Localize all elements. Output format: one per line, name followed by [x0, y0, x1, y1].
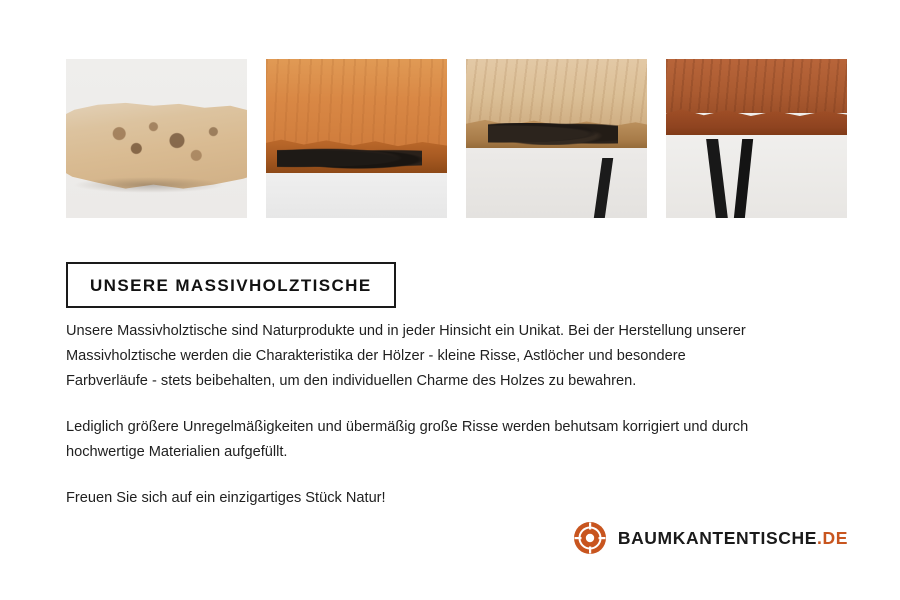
paragraph-1: Unsere Massivholztische sind Naturprodukte und in jeder Hinsicht ein Unikat. Bei der Herstellung unserer Massivholztische werden die Charakteristika der Hölzer - kleine Risse, Astlöcher und besondere Farbverläufe - stets beibehalten, um den individuellen Charme des Holzes zu bewahren. — [66, 323, 746, 389]
gallery-image-4 — [666, 59, 847, 218]
page-title-box — [66, 262, 396, 308]
gallery-image-2 — [266, 59, 447, 218]
knot-holes — [488, 123, 618, 145]
photo-background — [466, 148, 647, 218]
brand-tld: .DE — [817, 527, 848, 548]
body-copy — [66, 319, 771, 511]
paragraph-3: Freuen Sie sich auf ein einzigartiges Stück Natur! — [66, 490, 386, 506]
image-gallery — [66, 59, 847, 218]
photo-shadow — [73, 177, 225, 193]
page-title: UNSERE MASSIVHOLZTISCHE — [90, 276, 372, 295]
paragraph-2: Lediglich größere Unregelmäßigkeiten und übermäßig große Risse werden behutsam korrigiert und durch hochwertige Materialien aufgefüllt. — [66, 419, 749, 460]
brand-logo — [573, 521, 848, 555]
photo-background — [266, 173, 447, 218]
baumkantentische-circle-logo-icon — [573, 521, 607, 555]
gallery-image-1 — [66, 59, 247, 218]
wood-grain-texture — [266, 59, 447, 148]
brand-name — [618, 528, 848, 549]
wood-grain-texture — [466, 59, 647, 126]
brand-name-text: BAUMKANTENTISCHE — [617, 527, 818, 548]
wood-grain-texture — [666, 59, 847, 113]
resin-filled-crack — [277, 148, 422, 169]
photo-background — [666, 135, 847, 218]
gallery-image-3 — [466, 59, 647, 218]
